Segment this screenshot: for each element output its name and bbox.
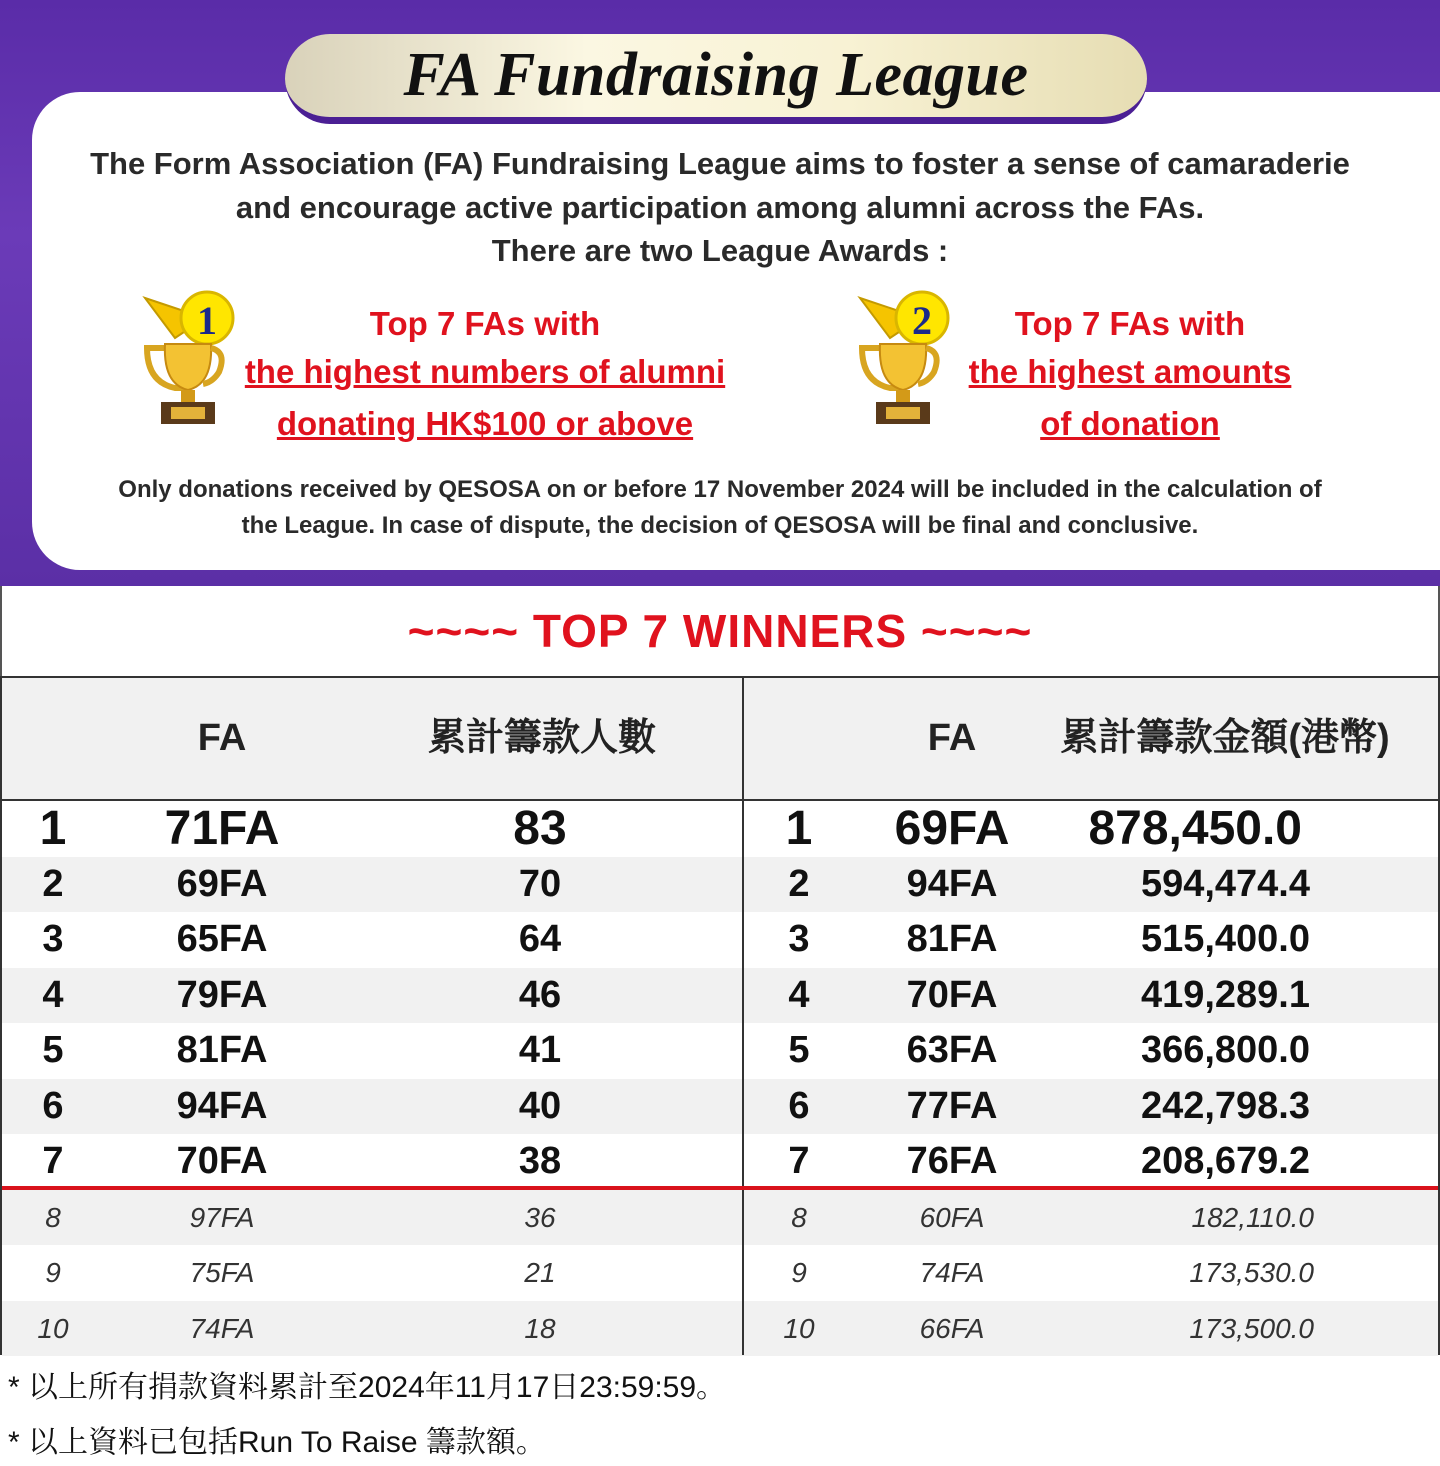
right-fa: 81FA — [906, 918, 998, 960]
title-pill — [285, 34, 1147, 124]
right-rank: 6 — [788, 1084, 810, 1127]
left-rank: 5 — [42, 1029, 64, 1071]
intro-line-2: and encourage active participation among alumni across the FAs. — [235, 190, 1205, 225]
top7-cutoff-line — [2, 1186, 1438, 1190]
right-amount: 515,400.0 — [1140, 918, 1310, 960]
left-fa: 65FA — [176, 918, 268, 960]
left-fa: 71FA — [164, 802, 280, 855]
right-fa: 63FA — [906, 1029, 998, 1071]
award-2-line-1: Top 7 FAs with — [1014, 305, 1246, 342]
right-header-fa: FA — [927, 717, 977, 759]
leaderboard-tables — [0, 676, 1440, 1355]
right-rank: 3 — [788, 918, 810, 960]
left-fa: 70FA — [176, 1140, 268, 1182]
left-fa: 94FA — [176, 1084, 268, 1127]
left-count: 40 — [518, 1084, 562, 1127]
right-rank: 4 — [788, 973, 810, 1016]
right-fa: 69FA — [894, 802, 1010, 855]
award-2-line-3: of donation — [1040, 405, 1220, 442]
right-fa: 66FA — [919, 1312, 985, 1344]
table-row — [2, 801, 1438, 857]
note-line-1: Only donations received by QESOSA on or before 17 November 2024 will be included in the calculation of — [118, 476, 1322, 503]
table-row — [2, 968, 1438, 1024]
award-1-number: 1 — [197, 298, 217, 343]
right-fa: 94FA — [906, 862, 998, 905]
table-row — [2, 1190, 1438, 1246]
table-row — [2, 1134, 1438, 1190]
table-row — [2, 1079, 1438, 1135]
right-fa: 76FA — [906, 1140, 998, 1182]
left-count: 18 — [524, 1312, 556, 1344]
right-amount: 419,289.1 — [1140, 973, 1310, 1016]
right-fa: 77FA — [906, 1084, 998, 1127]
left-fa: 81FA — [176, 1029, 268, 1071]
table-row — [2, 912, 1438, 968]
left-rank: 6 — [42, 1084, 64, 1127]
award-1-title — [215, 300, 755, 448]
right-fa: 74FA — [919, 1257, 985, 1288]
right-amount: 878,450.0 — [1088, 802, 1302, 855]
right-amount: 208,679.2 — [1140, 1140, 1310, 1182]
left-rank: 8 — [45, 1201, 61, 1233]
award-2-line-2: the highest amounts — [968, 353, 1292, 390]
left-count: 36 — [524, 1201, 556, 1233]
left-rank: 9 — [45, 1257, 61, 1288]
left-rank: 10 — [37, 1312, 69, 1344]
left-count: 70 — [518, 862, 562, 905]
winners-heading: ~~~~ TOP 7 WINNERS ~~~~ — [407, 605, 1033, 657]
award-1-line-3: donating HK$100 or above — [276, 405, 694, 442]
left-rank: 1 — [39, 802, 67, 855]
left-header-fa: FA — [197, 717, 247, 759]
banner — [0, 0, 1440, 586]
award-1-line-2: the highest numbers of alumni — [244, 353, 726, 390]
right-amount: 366,800.0 — [1140, 1029, 1310, 1071]
right-amount: 242,798.3 — [1140, 1084, 1310, 1127]
right-fa: 70FA — [906, 973, 998, 1016]
intro-line-3: There are two League Awards : — [491, 233, 949, 268]
right-fa: 60FA — [919, 1201, 985, 1233]
left-count: 41 — [518, 1029, 562, 1071]
left-fa: 79FA — [176, 973, 268, 1016]
right-rank: 5 — [788, 1029, 810, 1071]
right-rank: 10 — [783, 1312, 815, 1344]
right-amount: 182,110.0 — [1191, 1201, 1314, 1233]
table-row — [2, 1245, 1438, 1301]
right-header-amount: 累計籌款金額(港幣) — [1060, 717, 1390, 759]
winners-heading-row — [0, 586, 1440, 676]
left-count: 21 — [524, 1257, 556, 1288]
right-rank: 8 — [791, 1201, 807, 1233]
note-line-2: the League. In case of dispute, the decision of QESOSA will be final and conclusive. — [241, 512, 1199, 539]
right-rank: 7 — [788, 1140, 810, 1182]
left-rank: 4 — [42, 973, 64, 1016]
right-rank: 1 — [785, 802, 813, 855]
award-1-line-1: Top 7 FAs with — [369, 305, 601, 342]
footnote-2: * 以上資料已包括Run To Raise 籌款額。 — [8, 1426, 546, 1459]
left-rank: 2 — [42, 862, 64, 905]
left-fa: 69FA — [176, 862, 268, 905]
left-count: 64 — [518, 918, 562, 960]
award-2-title — [940, 300, 1320, 448]
right-amount: 594,474.4 — [1140, 862, 1310, 905]
right-amount: 173,500.0 — [1189, 1312, 1314, 1344]
table-row — [2, 1023, 1438, 1079]
right-rank: 9 — [791, 1257, 807, 1288]
footnote-1: * 以上所有捐款資料累計至2024年11月17日23:59:59。 — [8, 1371, 727, 1404]
table-row — [2, 857, 1438, 913]
left-count: 46 — [518, 973, 562, 1016]
left-fa: 75FA — [189, 1257, 255, 1288]
left-count: 83 — [513, 802, 567, 855]
right-rank: 2 — [788, 862, 810, 905]
left-header-count: 累計籌款人數 — [427, 717, 656, 759]
award-2-number: 2 — [912, 298, 932, 343]
left-fa: 74FA — [189, 1312, 255, 1344]
page-title: FA Fundraising League — [403, 41, 1029, 109]
right-amount: 173,530.0 — [1189, 1257, 1314, 1288]
left-count: 38 — [518, 1140, 562, 1182]
table-row — [2, 1301, 1438, 1357]
left-fa: 97FA — [189, 1201, 255, 1233]
column-divider — [742, 678, 744, 1355]
intro-line-1: The Form Association (FA) Fundraising League aims to foster a sense of camaraderie — [90, 146, 1350, 181]
left-rank: 7 — [42, 1140, 64, 1182]
left-rank: 3 — [42, 918, 64, 960]
